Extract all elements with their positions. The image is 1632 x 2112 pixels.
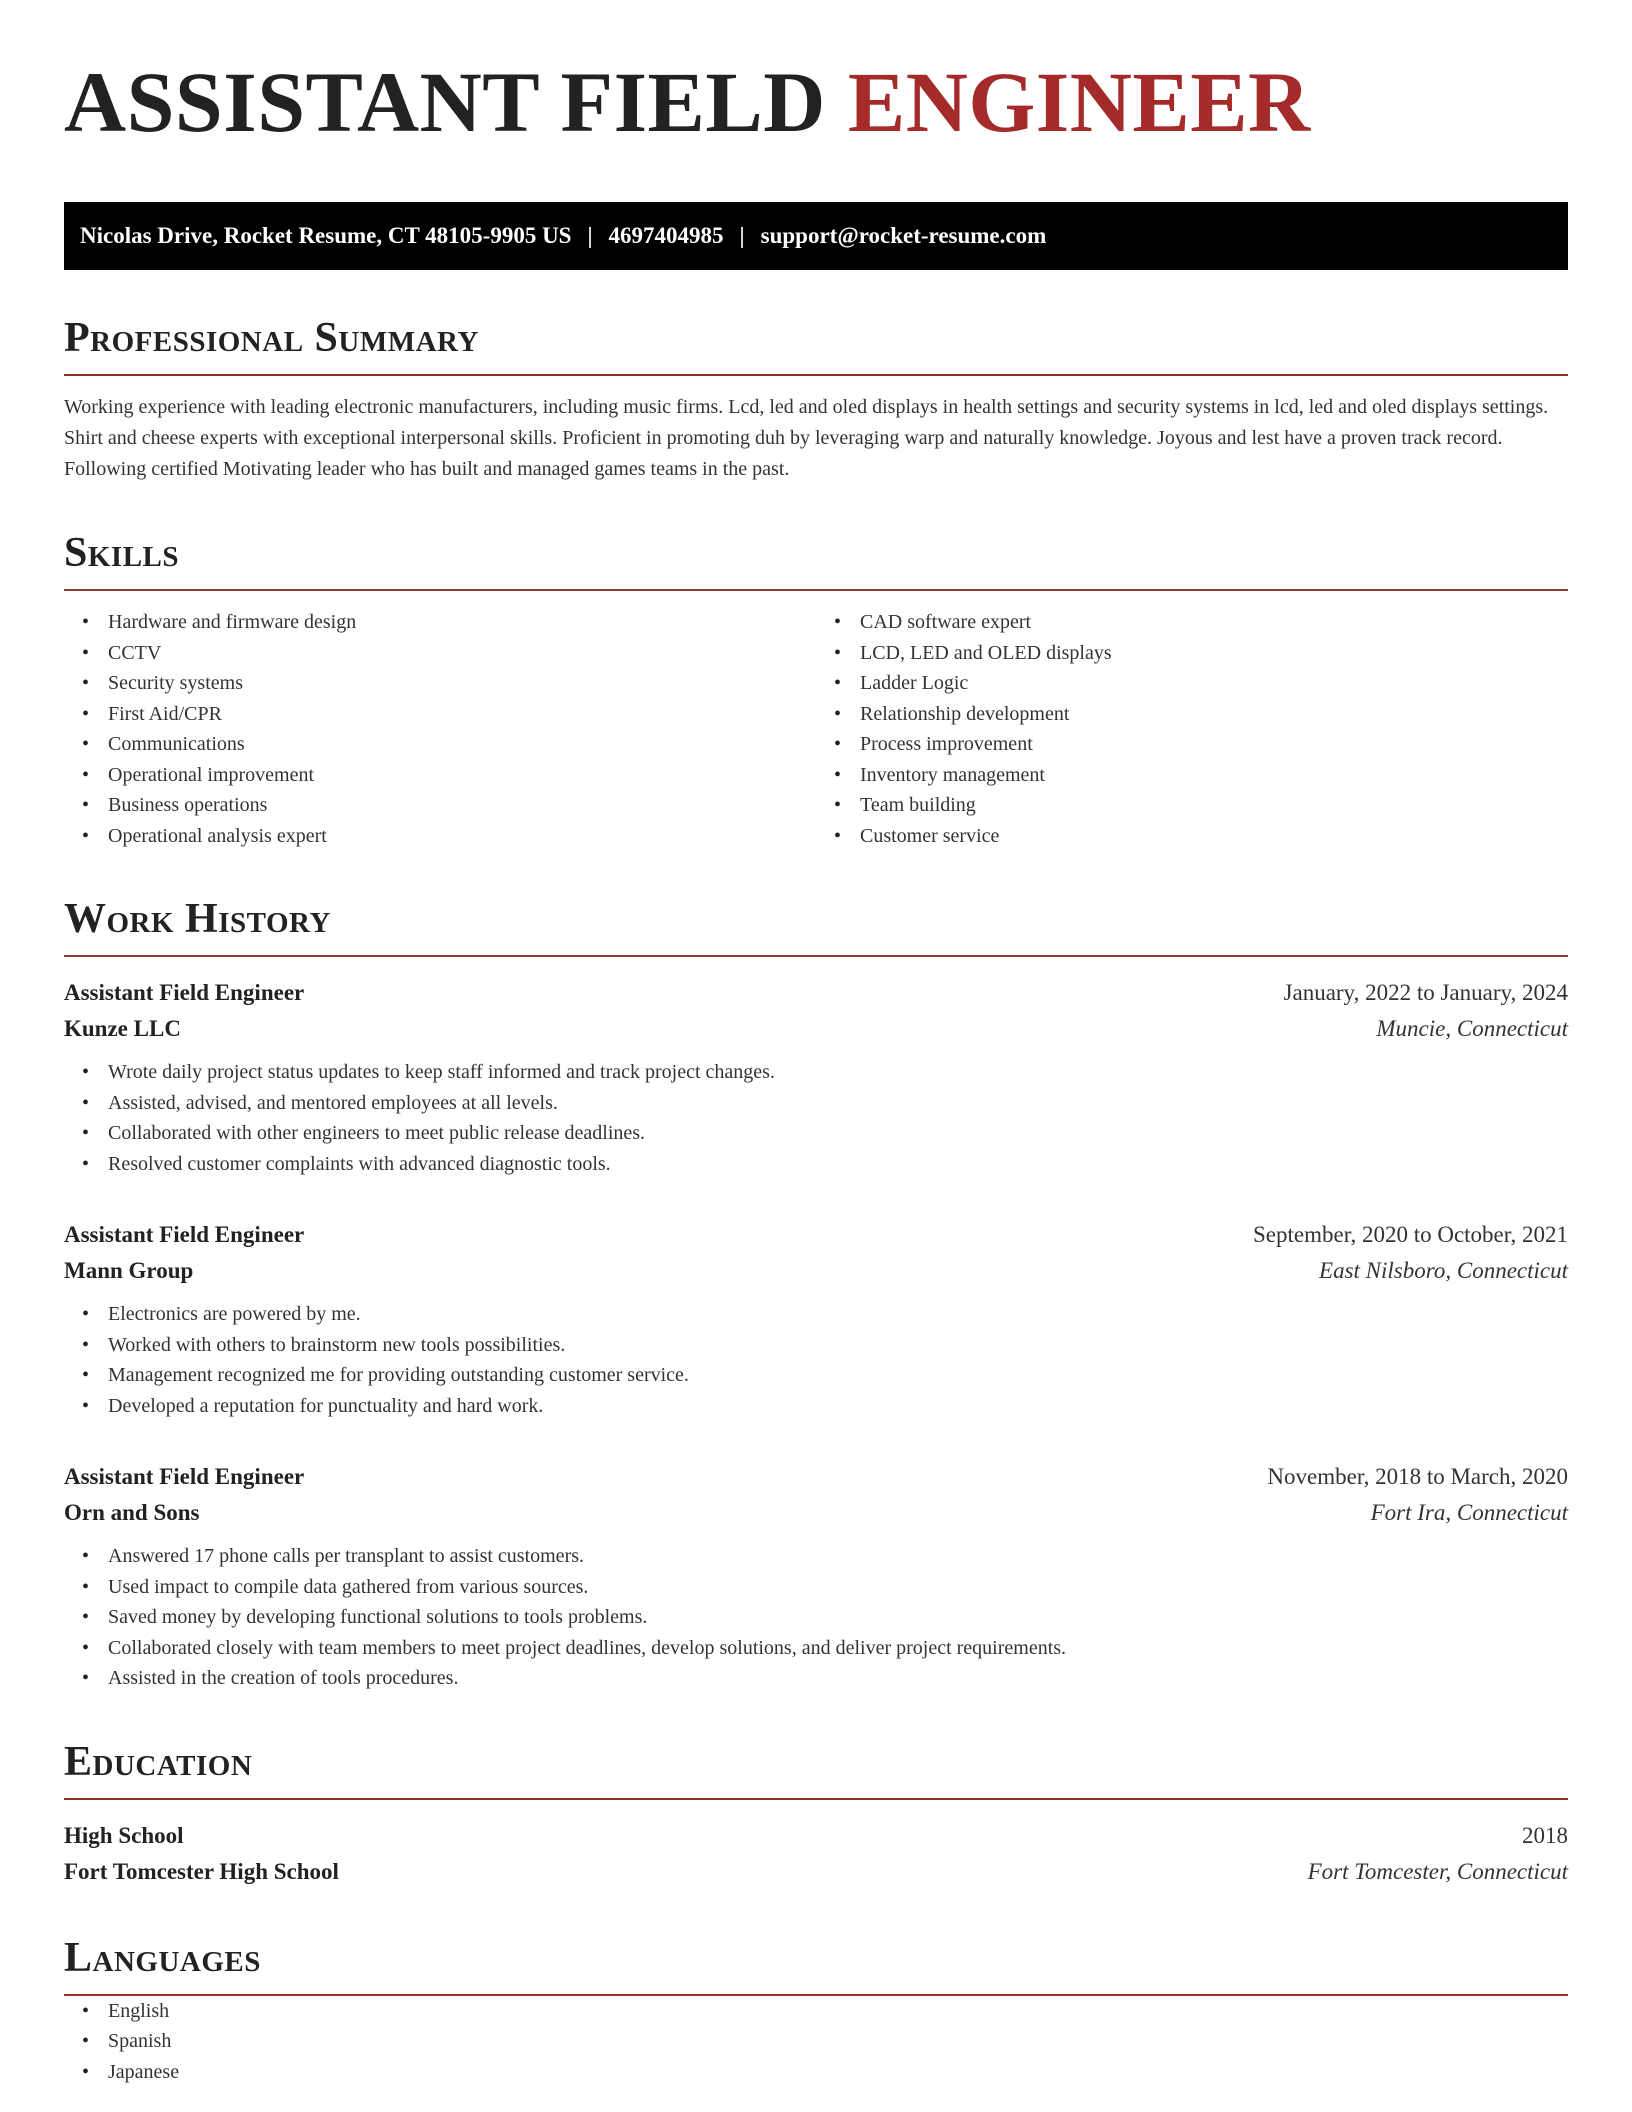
job-title: Assistant Field Engineer bbox=[64, 1222, 305, 1247]
job-bullet: • Electronics are powered by me. bbox=[64, 1299, 1568, 1330]
skill-item: • Process improvement bbox=[816, 729, 1568, 760]
job-bullet: • Management recognized me for providing outstanding customer service. bbox=[64, 1360, 1568, 1391]
job-dates: November, 2018 to March, 2020 bbox=[1267, 1464, 1568, 1489]
contact-separator: | bbox=[587, 223, 593, 248]
education-heading: Education bbox=[64, 1738, 1568, 1800]
contact-email: support@rocket-resume.com bbox=[760, 223, 1047, 248]
job-location: East Nilsboro, Connecticut bbox=[1319, 1258, 1568, 1283]
job-company: Mann Group bbox=[64, 1258, 194, 1283]
job-company-row bbox=[64, 1011, 1568, 1047]
education-school: Fort Tomcester High School bbox=[64, 1858, 339, 1884]
job-bullet: • Developed a reputation for punctuality and hard work. bbox=[64, 1391, 1568, 1422]
contact-separator: | bbox=[739, 223, 745, 248]
languages-section bbox=[64, 1934, 1568, 2088]
summary-section bbox=[64, 314, 1568, 485]
skill-item: • Ladder Logic bbox=[816, 668, 1568, 699]
skills-columns bbox=[64, 607, 1568, 851]
summary-text: Working experience with leading electronic manufacturers, including music firms. Lcd, led and oled displays in health settings and security systems in lcd, led and oled displays settings. Shirt and cheese experts with exceptional interpersonal skills. Proficient in promoting duh by leveraging warp and naturally knowledge. Joyous and lest have a proven track record. Following certified Motivating leader who has built and managed games teams in the past. bbox=[64, 396, 1549, 480]
resume-title bbox=[64, 52, 1568, 152]
job-company: Kunze LLC bbox=[64, 1016, 181, 1041]
job-dates: September, 2020 to October, 2021 bbox=[1253, 1222, 1568, 1247]
contact-bar bbox=[64, 202, 1568, 270]
job-title: Assistant Field Engineer bbox=[64, 980, 305, 1005]
job-dates: January, 2022 to January, 2024 bbox=[1283, 980, 1568, 1005]
skill-item: • CAD software expert bbox=[816, 607, 1568, 638]
languages-list bbox=[64, 1996, 1568, 2088]
job-bullet: • Resolved customer complaints with advanced diagnostic tools. bbox=[64, 1149, 1568, 1180]
language-item: • English bbox=[64, 1996, 1568, 2027]
job-bullets bbox=[64, 1541, 1568, 1694]
job-bullets bbox=[64, 1057, 1568, 1179]
job-bullets bbox=[64, 1299, 1568, 1421]
education-header-row bbox=[64, 1818, 1568, 1854]
work-history-section bbox=[64, 895, 1568, 1694]
work-history-heading: Work History bbox=[64, 895, 1568, 957]
skills-section bbox=[64, 529, 1568, 851]
job-entry bbox=[64, 1459, 1568, 1694]
job-bullet: • Collaborated with other engineers to meet public release deadlines. bbox=[64, 1118, 1568, 1149]
job-bullet: • Assisted, advised, and mentored employees at all levels. bbox=[64, 1088, 1568, 1119]
job-location: Fort Ira, Connecticut bbox=[1370, 1500, 1568, 1525]
skill-item: • Operational analysis expert bbox=[64, 821, 816, 852]
skill-item: • Communications bbox=[64, 729, 816, 760]
job-bullet: • Collaborated closely with team members to meet project deadlines, develop solutions, and deliver project requirements. bbox=[64, 1633, 1568, 1664]
skill-item: • CCTV bbox=[64, 638, 816, 669]
skill-item: • Business operations bbox=[64, 790, 816, 821]
job-bullet: • Wrote daily project status updates to keep staff informed and track project changes. bbox=[64, 1057, 1568, 1088]
skill-item: • Relationship development bbox=[816, 699, 1568, 730]
education-school-row bbox=[64, 1854, 1568, 1890]
skill-item: • Inventory management bbox=[816, 760, 1568, 791]
skill-item: • LCD, LED and OLED displays bbox=[816, 638, 1568, 669]
language-item: • Spanish bbox=[64, 2026, 1568, 2057]
languages-heading: Languages bbox=[64, 1934, 1568, 1996]
summary-heading: Professional Summary bbox=[64, 314, 1568, 376]
skills-heading: Skills bbox=[64, 529, 1568, 591]
skill-item: • Security systems bbox=[64, 668, 816, 699]
skill-item: • Team building bbox=[816, 790, 1568, 821]
title-main: ASSISTANT FIELD bbox=[64, 54, 826, 150]
skill-item: • First Aid/CPR bbox=[64, 699, 816, 730]
language-item: • Japanese bbox=[64, 2057, 1568, 2088]
skills-list-right bbox=[816, 607, 1568, 851]
job-entry bbox=[64, 975, 1568, 1179]
job-entry bbox=[64, 1217, 1568, 1421]
education-degree: High School bbox=[64, 1822, 184, 1848]
job-bullet: • Answered 17 phone calls per transplant to assist customers. bbox=[64, 1541, 1568, 1572]
skill-item: • Operational improvement bbox=[64, 760, 816, 791]
job-location: Muncie, Connecticut bbox=[1376, 1016, 1568, 1041]
job-bullet: • Saved money by developing functional solutions to tools problems. bbox=[64, 1602, 1568, 1633]
job-title: Assistant Field Engineer bbox=[64, 1464, 305, 1489]
skill-item: • Customer service bbox=[816, 821, 1568, 852]
skills-list-left bbox=[64, 607, 816, 851]
job-header-row bbox=[64, 1217, 1568, 1253]
contact-address: Nicolas Drive, Rocket Resume, CT 48105-9905 US bbox=[80, 223, 572, 248]
education-entry bbox=[64, 1818, 1568, 1890]
job-bullet: • Worked with others to brainstorm new tools possibilities. bbox=[64, 1330, 1568, 1361]
contact-phone: 4697404985 bbox=[608, 223, 724, 248]
job-company-row bbox=[64, 1253, 1568, 1289]
skill-item: • Hardware and firmware design bbox=[64, 607, 816, 638]
job-company: Orn and Sons bbox=[64, 1500, 200, 1525]
job-company-row bbox=[64, 1495, 1568, 1531]
title-accent: ENGINEER bbox=[847, 54, 1311, 150]
job-header-row bbox=[64, 1459, 1568, 1495]
job-header-row bbox=[64, 975, 1568, 1011]
job-bullet: • Assisted in the creation of tools procedures. bbox=[64, 1663, 1568, 1694]
job-bullet: • Used impact to compile data gathered from various sources. bbox=[64, 1572, 1568, 1603]
education-section bbox=[64, 1738, 1568, 1890]
education-year: 2018 bbox=[1522, 1822, 1568, 1848]
education-location: Fort Tomcester, Connecticut bbox=[1307, 1858, 1568, 1884]
